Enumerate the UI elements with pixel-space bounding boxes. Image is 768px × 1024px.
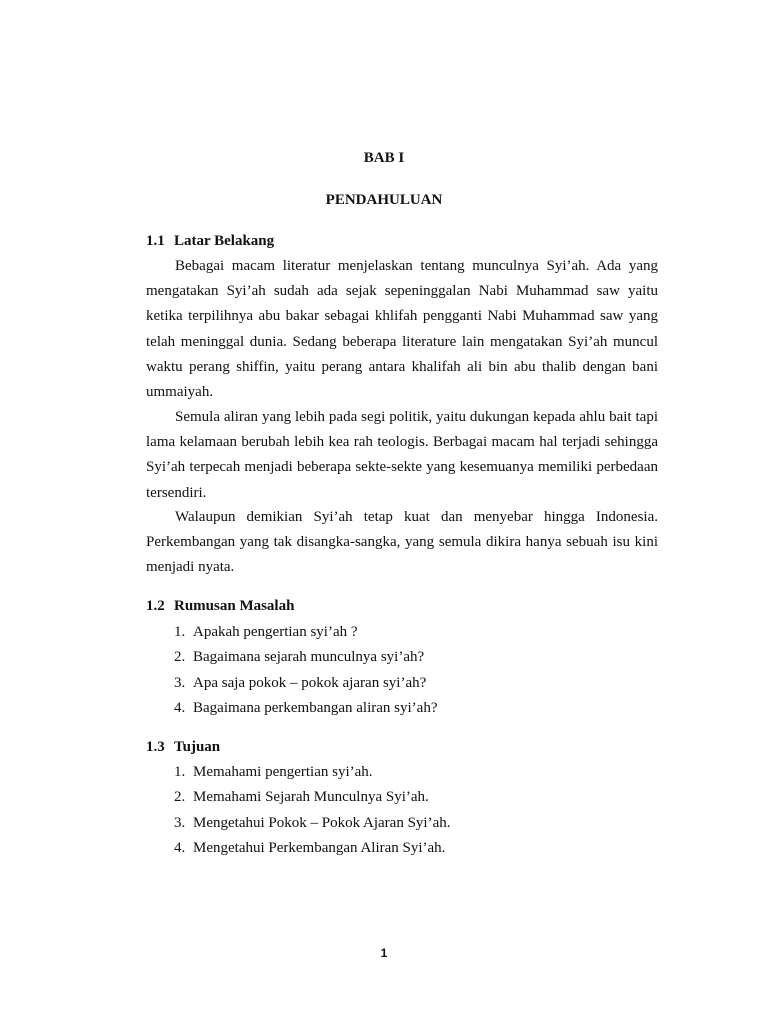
list-item — [174, 760, 450, 785]
list-text: Memahami Sejarah Munculnya Syi’ah. — [193, 789, 429, 806]
objective-list — [174, 760, 450, 861]
list-number: 4. — [174, 699, 186, 716]
list-item — [174, 785, 450, 810]
paragraph: Semula aliran yang lebih pada segi politik, yaitu dukungan kepada ahlu bait tapi lama kelamaan berubah lebih kea rah teologis. Berbagai macam hal terjadi sehingga Syi’ah terpecah menjadi beberapa sekte-sekte yang kesemuanya memiliki perbedaan tersendiri. — [146, 409, 658, 501]
section-title: Rumusan Masalah — [174, 598, 295, 614]
section-number: 1.2 — [146, 598, 165, 614]
list-text: Apakah pengertian syi’ah ? — [193, 624, 358, 640]
section-heading-tujuan — [146, 739, 220, 756]
section-heading-rumusan-masalah — [146, 598, 294, 615]
paragraph: Bebagai macam literatur menjelaskan tentang munculnya Syi’ah. Ada yang mengatakan Syi’ah sudah ada sejak sepeninggalan Nabi Muhammad saw yaitu ketika terpilihnya abu bakar sebagai khlifah pengganti Nabi Muhammad saw yang telah meninggal dunia. Sedang beberapa literature lain mengatakan Syi’ah muncul waktu perang shiffin, yaitu perang antara khalifah ali bin abu thalib dengan bani ummaiyah. — [146, 258, 658, 401]
page-number: 1 — [380, 946, 388, 960]
list-item — [174, 836, 450, 861]
chapter-title: PENDAHULUAN — [325, 192, 443, 208]
section-number: 1.3 — [146, 739, 165, 755]
list-item — [174, 671, 437, 696]
section-title: Latar Belakang — [174, 233, 275, 249]
list-number: 2. — [174, 789, 186, 806]
list-item — [174, 620, 437, 645]
list-text: Bagaimana perkembangan aliran syi’ah? — [193, 699, 438, 716]
list-item — [174, 811, 450, 836]
list-item — [174, 696, 437, 721]
list-number: 1. — [174, 624, 186, 640]
list-text: Memahami pengertian syi’ah. — [193, 764, 373, 780]
list-number: 3. — [174, 814, 186, 831]
list-item — [174, 645, 437, 670]
paragraph: Walaupun demikian Syi’ah tetap kuat dan menyebar hingga Indonesia. Perkembangan yang tak disangka-sangka, yang semula dikira hanya sebuah isu kini menjadi nyata. — [146, 509, 658, 576]
list-number: 2. — [174, 649, 186, 666]
section-number: 1.1 — [146, 233, 165, 249]
list-text: Mengetahui Perkembangan Aliran Syi’ah. — [193, 839, 446, 856]
list-text: Mengetahui Pokok – Pokok Ajaran Syi’ah. — [193, 814, 451, 831]
question-list — [174, 620, 437, 721]
list-text: Apa saja pokok – pokok ajaran syi’ah? — [193, 674, 427, 691]
section-title: Tujuan — [174, 739, 221, 755]
list-number: 1. — [174, 764, 186, 780]
list-number: 4. — [174, 839, 186, 856]
list-text: Bagaimana sejarah munculnya syi’ah? — [193, 649, 425, 666]
list-number: 3. — [174, 674, 186, 691]
chapter-label: BAB I — [363, 150, 405, 166]
section-heading-latar-belakang — [146, 233, 274, 250]
